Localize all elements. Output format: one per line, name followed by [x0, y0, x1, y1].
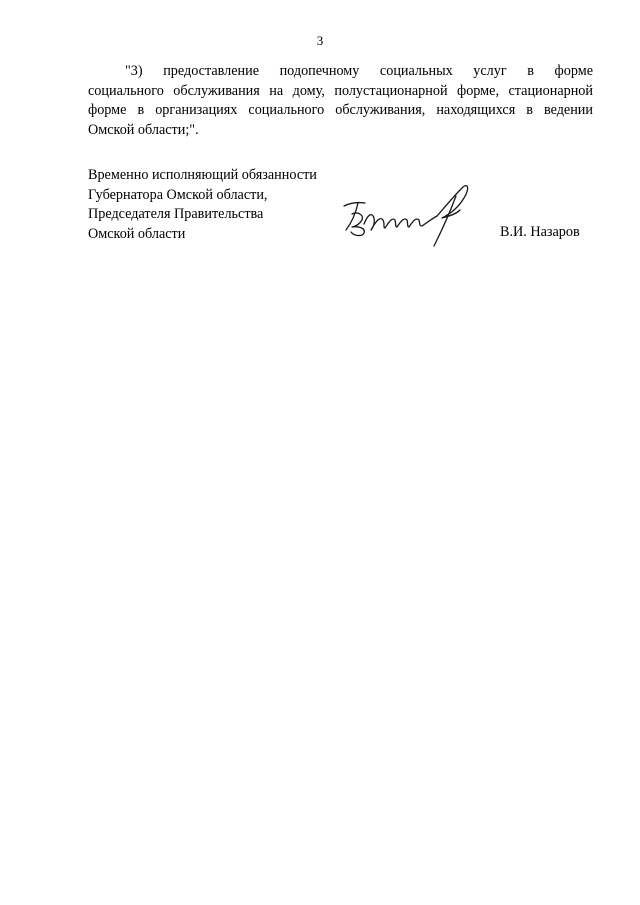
handwritten-signature: [338, 176, 473, 251]
signatory-title-line: Губернатора Омской области,: [88, 186, 268, 203]
clause-paragraph: [88, 62, 593, 140]
signatory-title-line: Омской области: [88, 225, 186, 242]
clause-line: форме в организациях социального обслуживания, находящихся в ведении: [88, 102, 593, 118]
signatory-title-line: Председателя Правительства: [88, 206, 264, 222]
clause-line: социального обслуживания на дому, полустационарной форме, стационарной: [88, 82, 593, 99]
clause-line: "3) предоставление подопечному социальных услуг в форме: [125, 63, 593, 79]
clause-line: Омской области;".: [88, 121, 199, 138]
signatory-title-line: Временно исполняющий обязанности: [88, 167, 317, 183]
signer-name: В.И. Назаров: [500, 224, 580, 240]
page-number: 3: [316, 33, 324, 48]
signatory-title-block: [88, 166, 317, 244]
